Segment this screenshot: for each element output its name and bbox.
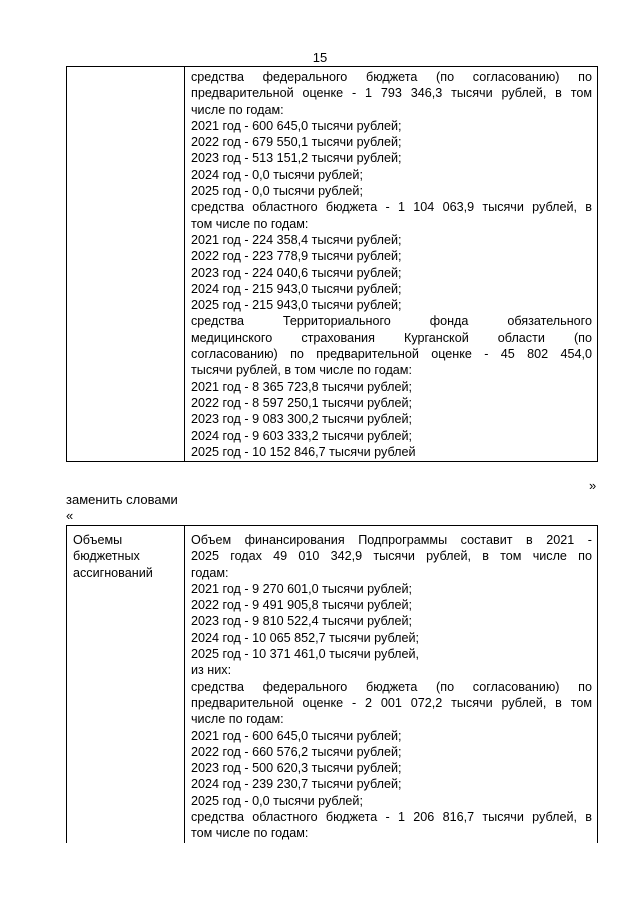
closing-quote: »: [589, 478, 597, 493]
table2-line: Объем финансирования Подпрограммы составит в 2021 -: [191, 533, 592, 547]
table2-line: средства областного бюджета - 1 206 816,7 тысячи рублей, в: [191, 810, 592, 825]
table2-content-cell: [185, 526, 598, 843]
table1-line: 2025 год - 215 943,0 тысячи рублей;: [191, 298, 402, 313]
table1-line: средства Территориального фонда обязательного: [191, 314, 592, 329]
table2-line: 2025 год - 10 371 461,0 тысячи рублей,: [191, 647, 419, 662]
table1-line: средства областного бюджета - 1 104 063,9 тысячи рублей, в: [191, 200, 592, 215]
table1-label-cell: [67, 67, 185, 462]
table1-line: предварительной оценке - 1 793 346,3 тысячи рублей, в том: [191, 86, 592, 101]
table1-line: 2023 год - 224 040,6 тысячи рублей;: [191, 265, 402, 280]
table1-line: 2022 год - 223 778,9 тысячи рублей;: [191, 249, 402, 264]
budget-table-old: [66, 66, 598, 462]
table2-line: предварительной оценке - 2 001 072,2 тысячи рублей, в том: [191, 695, 592, 710]
table2-label-line: Объемы: [73, 533, 123, 547]
table1-line: 2024 год - 9 603 333,2 тысячи рублей;: [191, 428, 412, 443]
table1-line: 2024 год - 0,0 тысячи рублей;: [191, 167, 363, 182]
table2-line: 2021 год - 600 645,0 тысячи рублей;: [191, 728, 402, 743]
table2-line: 2022 год - 660 576,2 тысячи рублей;: [191, 744, 402, 759]
table1-content-cell: [185, 67, 598, 462]
table1-line: 2023 год - 9 083 300,2 тысячи рублей;: [191, 412, 412, 427]
table2-line: из них:: [191, 663, 232, 678]
table2-line: 2023 год - 9 810 522,4 тысячи рублей;: [191, 614, 412, 629]
table2-line: 2021 год - 9 270 601,0 тысячи рублей;: [191, 581, 412, 596]
table1-line: согласованию) по предварительной оценке - 45 802 454,0: [191, 347, 592, 362]
table1-line: 2021 год - 224 358,4 тысячи рублей;: [191, 232, 402, 247]
table1-line: 2022 год - 8 597 250,1 тысячи рублей;: [191, 395, 412, 410]
table2-line: годам:: [191, 565, 229, 580]
table1-line: том числе по годам:: [191, 216, 309, 231]
budget-table-new: [66, 525, 598, 843]
table2-line: том числе по годам:: [191, 826, 309, 841]
table1-line: 2021 год - 8 365 723,8 тысячи рублей;: [191, 379, 412, 394]
table2-line: 2025 годах 49 010 342,9 тысячи рублей, в том числе по: [191, 549, 592, 564]
table1-line: тысячи рублей, в том числе по годам:: [191, 363, 412, 378]
table1-line: медицинского страхования Курганской области (по: [191, 330, 592, 345]
table2-label-cell: [67, 526, 185, 843]
table2-line: 2024 год - 10 065 852,7 тысячи рублей;: [191, 630, 419, 645]
table1-line: 2023 год - 513 151,2 тысячи рублей;: [191, 151, 402, 166]
table2-label-line: ассигнований: [73, 565, 153, 580]
table1-line: числе по годам:: [191, 102, 284, 117]
table2-line: средства федерального бюджета (по согласованию) по: [191, 679, 592, 694]
replace-instruction: заменить словами: [66, 492, 178, 507]
table2-line: 2024 год - 239 230,7 тысячи рублей;: [191, 777, 402, 792]
table2-line: 2025 год - 0,0 тысячи рублей;: [191, 793, 363, 808]
table2-label-line: бюджетных: [73, 549, 140, 564]
table1-line: средства федерального бюджета (по согласованию) по: [191, 70, 592, 84]
table1-line: 2024 год - 215 943,0 тысячи рублей;: [191, 281, 402, 296]
table2-line: 2022 год - 9 491 905,8 тысячи рублей;: [191, 598, 412, 613]
opening-quote: «: [66, 508, 74, 523]
table1-line: 2025 год - 0,0 тысячи рублей;: [191, 184, 363, 199]
table1-line: 2022 год - 679 550,1 тысячи рублей;: [191, 135, 402, 150]
table1-line: 2021 год - 600 645,0 тысячи рублей;: [191, 118, 402, 133]
table1-line: 2025 год - 10 152 846,7 тысячи рублей: [191, 444, 416, 459]
table2-line: 2023 год - 500 620,3 тысячи рублей;: [191, 761, 402, 776]
page-number: 15: [312, 50, 328, 65]
table2-line: числе по годам:: [191, 712, 284, 727]
